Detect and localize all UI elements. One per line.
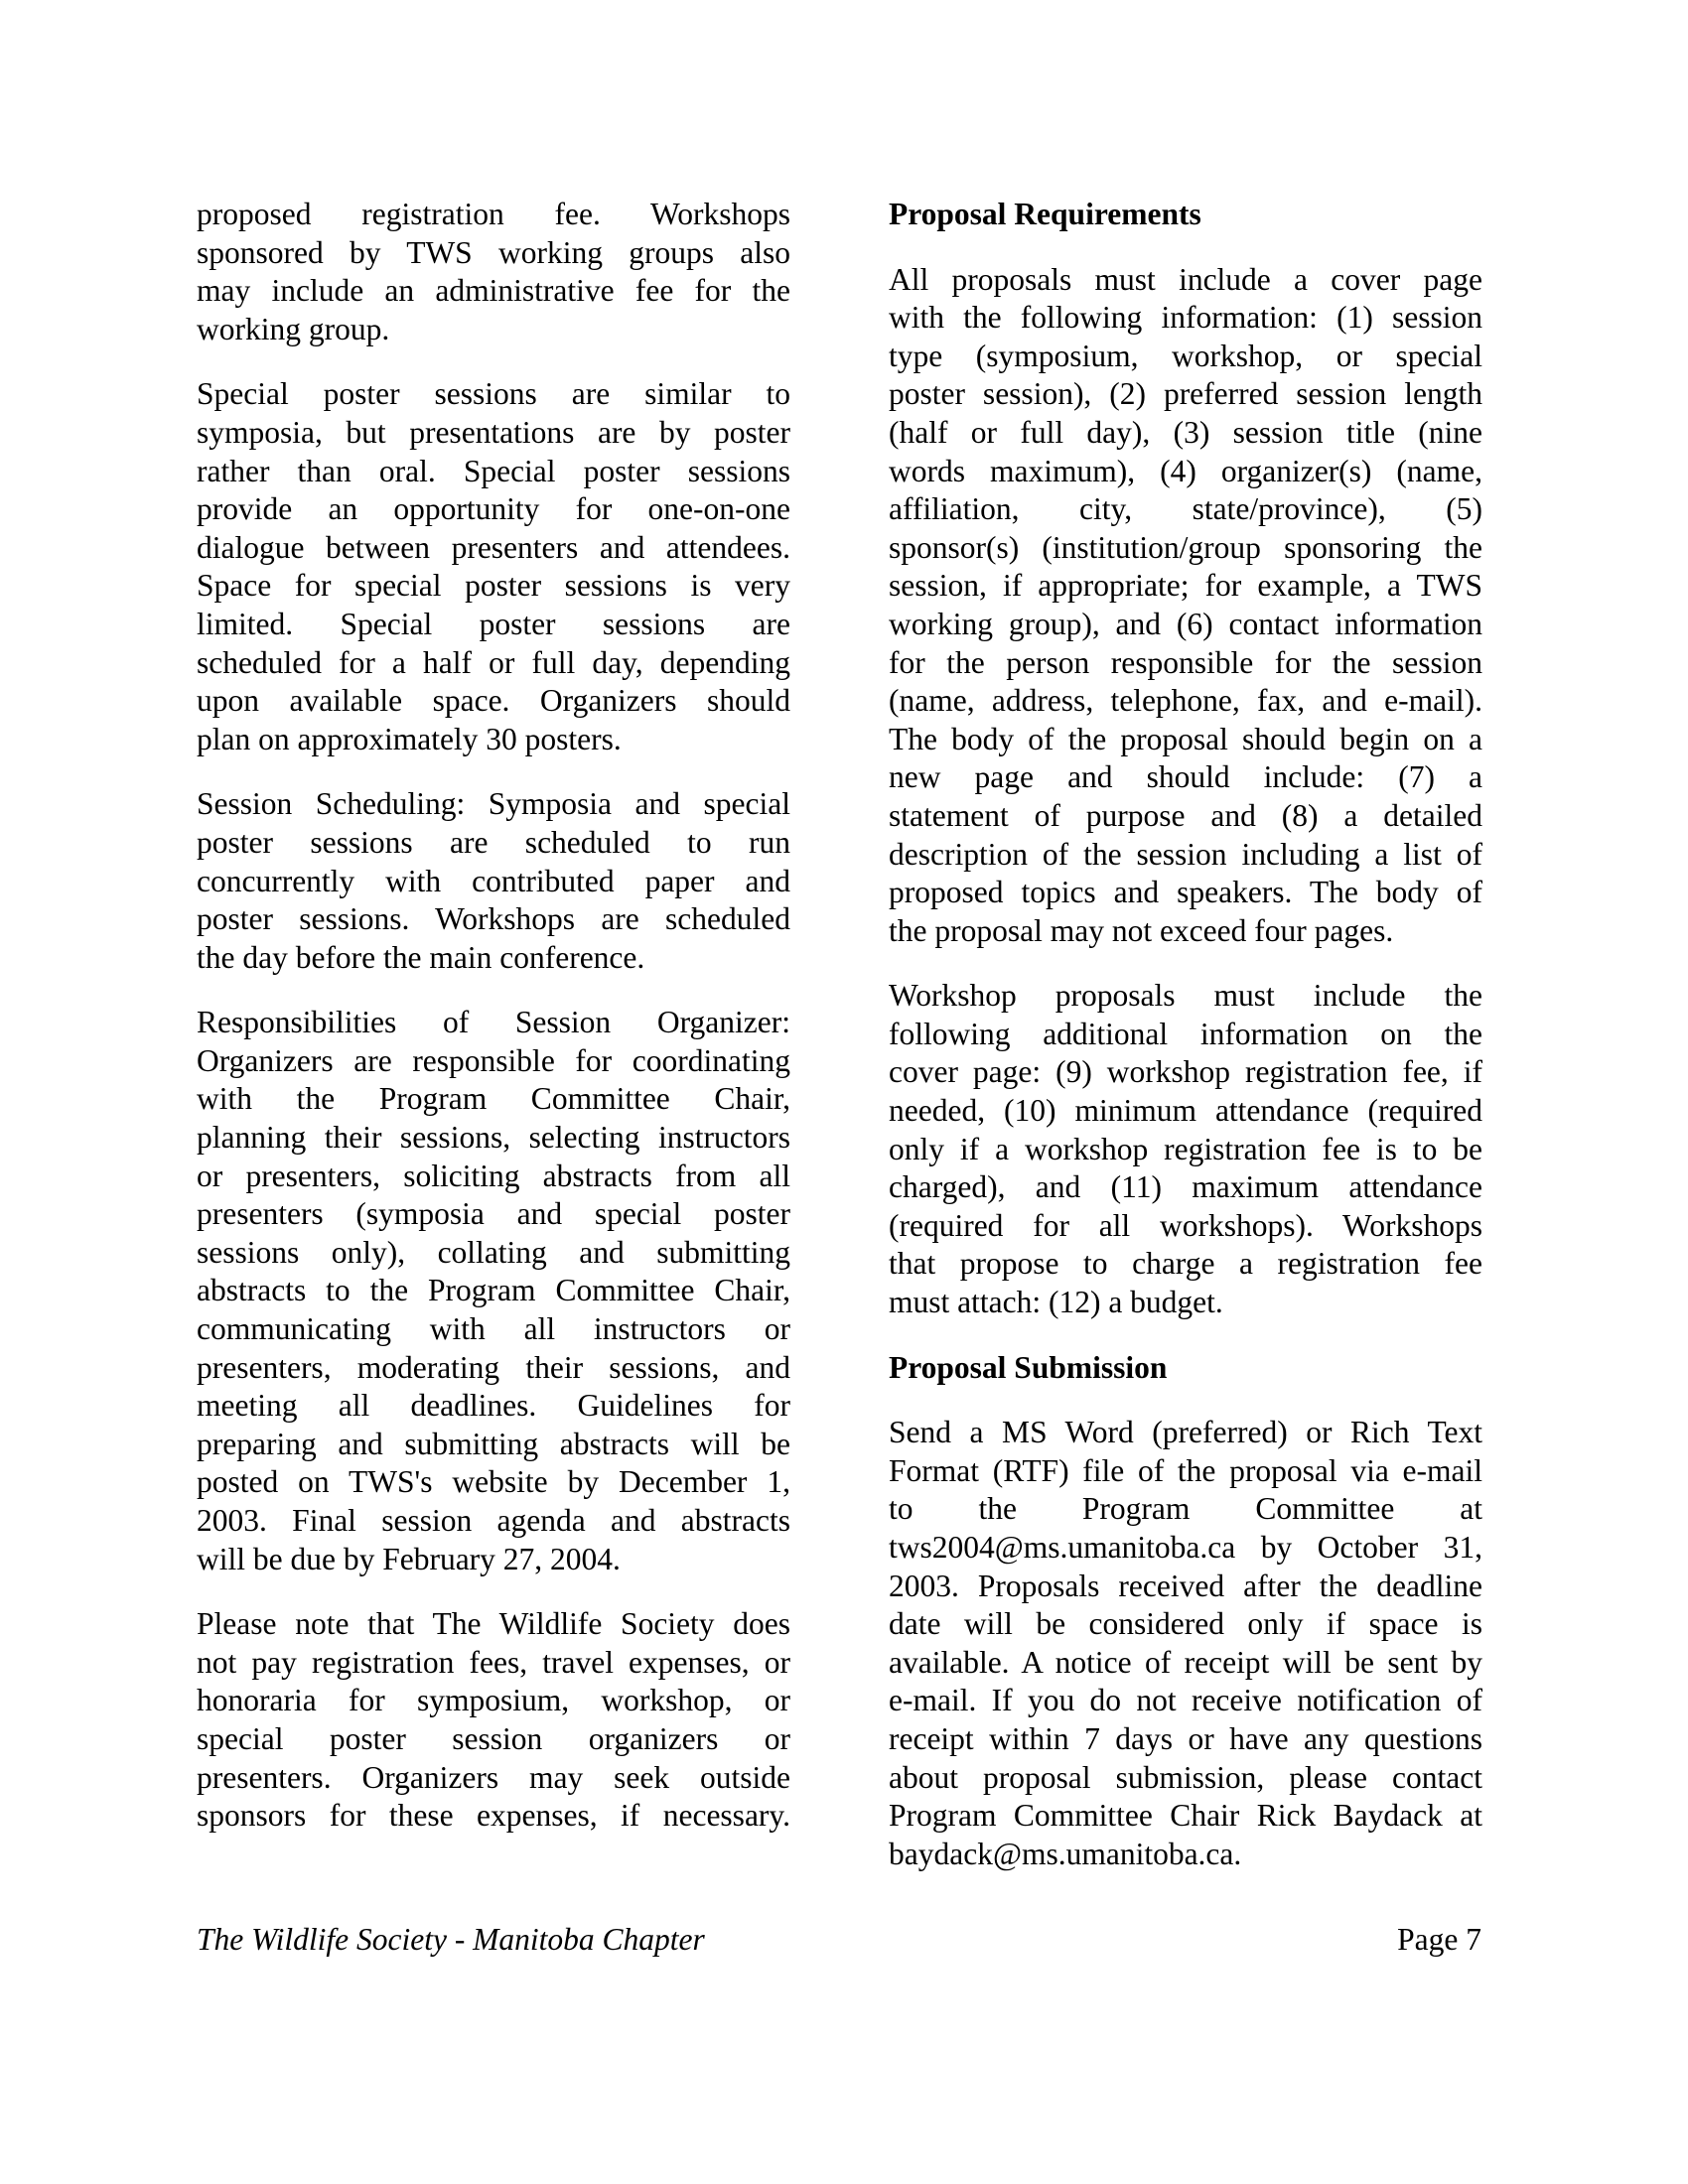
text-line: Please note that The Wildlife Society does — [197, 1606, 790, 1642]
text-line: words maximum), (4) organizer(s) (name, — [889, 453, 1482, 488]
text-line: The body of the proposal should begin on a — [889, 721, 1482, 756]
text-line: (half or full day), (3) session title (nine — [889, 414, 1482, 450]
text-line: about proposal submission, please contact — [889, 1759, 1482, 1795]
text-line: the proposal may not exceed four pages. — [889, 912, 1394, 948]
text-line: only if a workshop registration fee is to be — [889, 1131, 1482, 1166]
text-line: session, if appropriate; for example, a TWS — [889, 568, 1482, 604]
text-line: poster sessions are scheduled to run — [197, 824, 790, 860]
text-line: statement of purpose and (8) a detailed — [889, 797, 1482, 833]
text-line: scheduled for a half or full day, depending — [197, 644, 790, 680]
text-line: working group), and (6) contact information — [889, 606, 1482, 641]
text-line: honoraria for symposium, workshop, or — [197, 1683, 790, 1718]
paragraph-cover-page-requirements — [889, 261, 1482, 951]
text-line: special poster session organizers or — [197, 1720, 790, 1756]
paragraph-organizer-responsibilities — [197, 1004, 790, 1578]
text-line: Send a MS Word (preferred) or Rich Text — [889, 1415, 1482, 1450]
text-line: proposed registration fee. Workshops — [197, 197, 790, 231]
text-line: date will be considered only if space is — [889, 1606, 1482, 1642]
text-line: sponsors for these expenses, if necessary. — [197, 1798, 790, 1834]
text-line: presenters (symposia and special poster — [197, 1196, 790, 1232]
email-line-baydack: baydack@ms.umanitoba.ca. — [889, 1836, 1242, 1871]
text-line: Session Scheduling: Symposia and special — [197, 786, 790, 822]
paragraph-fees-note — [197, 1605, 790, 1836]
text-line: meeting all deadlines. Guidelines for — [197, 1388, 790, 1424]
text-line: Workshop proposals must include the — [889, 978, 1482, 1014]
text-line: planning their sessions, selecting instructors — [197, 1120, 790, 1156]
paragraph-workshop-requirements — [889, 977, 1482, 1321]
text-line: description of the session including a list of — [889, 836, 1482, 872]
paragraph-special-poster-sessions — [197, 375, 790, 758]
text-line: upon available space. Organizers should — [197, 683, 790, 719]
text-line: poster sessions. Workshops are scheduled — [197, 901, 790, 937]
text-line: with the following information: (1) session — [889, 300, 1482, 336]
text-line: concurrently with contributed paper and — [197, 863, 790, 898]
right-column — [889, 196, 1482, 1900]
text-line: 2003. Proposals received after the deadline — [889, 1568, 1482, 1603]
text-line: communicating with all instructors or — [197, 1311, 790, 1347]
text-line: e-mail. If you do not receive notification of — [889, 1683, 1482, 1718]
text-line: sponsor(s) (institution/group sponsoring the — [889, 529, 1482, 565]
text-line: receipt within 7 days or have any questions — [889, 1720, 1482, 1756]
text-line: sponsored by TWS working groups also — [197, 234, 790, 270]
text-line: or presenters, soliciting abstracts from all — [197, 1158, 790, 1193]
left-column — [197, 196, 790, 1862]
text-line: dialogue between presenters and attendees. — [197, 529, 790, 565]
text-line: available. A notice of receipt will be sent by — [889, 1644, 1482, 1680]
text-line: (required for all workshops). Workshops — [889, 1207, 1482, 1243]
heading-proposal-submission: Proposal Submission — [889, 1349, 1168, 1385]
paragraph-workshop-fee-continuation — [197, 196, 790, 348]
text-line: for the person responsible for the session — [889, 644, 1482, 680]
text-line: working group. — [197, 311, 390, 346]
text-line: will be due by February 27, 2004. — [197, 1541, 621, 1576]
paragraph-submission-instructions — [889, 1414, 1482, 1873]
text-line: 2003. Final session agenda and abstracts — [197, 1503, 790, 1538]
text-line: presenters. Organizers may seek outside — [197, 1759, 790, 1795]
text-line: Space for special poster sessions is very — [197, 568, 790, 604]
text-line: type (symposium, workshop, or special — [889, 338, 1482, 373]
text-line: provide an opportunity for one-on-one — [197, 491, 790, 527]
text-line: rather than oral. Special poster sessions — [197, 453, 790, 488]
text-line: poster session), (2) preferred session length — [889, 376, 1482, 412]
text-line: new page and should include: (7) a — [889, 759, 1482, 795]
text-line: with the Program Committee Chair, — [197, 1081, 790, 1117]
text-line: presenters, moderating their sessions, and — [197, 1349, 790, 1385]
text-line: posted on TWS's website by December 1, — [197, 1464, 790, 1500]
text-line: affiliation, city, state/province), (5) — [889, 491, 1482, 527]
text-line: the day before the main conference. — [197, 939, 645, 975]
text-line: Organizers are responsible for coordinating — [197, 1042, 790, 1078]
text-line: following additional information on the — [889, 1016, 1482, 1051]
text-line: must attach: (12) a budget. — [889, 1285, 1223, 1320]
text-line: (name, address, telephone, fax, and e-mail). — [889, 683, 1482, 719]
text-line: All proposals must include a cover page — [889, 261, 1482, 297]
text-line: needed, (10) minimum attendance (required — [889, 1093, 1482, 1129]
text-line: Format (RTF) file of the proposal via e-mail — [889, 1452, 1482, 1488]
text-line: abstracts to the Program Committee Chair, — [197, 1273, 790, 1308]
text-line: may include an administrative fee for the — [197, 273, 790, 309]
text-line: plan on approximately 30 posters. — [197, 721, 622, 756]
text-line: limited. Special poster sessions are — [197, 606, 790, 641]
text-line: cover page: (9) workshop registration fee, if — [889, 1054, 1482, 1090]
text-line: charged), and (11) maximum attendance — [889, 1169, 1482, 1205]
text-line: Special poster sessions are similar to — [197, 376, 790, 412]
text-line: symposia, but presentations are by poster — [197, 414, 790, 450]
text-line: proposed topics and speakers. The body of — [889, 875, 1482, 910]
heading-proposal-requirements: Proposal Requirements — [889, 197, 1201, 231]
text-line: Responsibilities of Session Organizer: — [197, 1005, 790, 1040]
text-line: that propose to charge a registration fee — [889, 1246, 1482, 1282]
text-line: preparing and submitting abstracts will be — [197, 1426, 790, 1461]
text-line: sessions only), collating and submitting — [197, 1234, 790, 1270]
text-line: to the Program Committee at — [889, 1491, 1482, 1527]
paragraph-session-scheduling — [197, 785, 790, 977]
text-line: Program Committee Chair Rick Baydack at — [889, 1798, 1482, 1834]
text-line: not pay registration fees, travel expenses, or — [197, 1644, 790, 1680]
email-line-tws2004: tws2004@ms.umanitoba.ca by October 31, — [889, 1530, 1482, 1565]
footer-publication-name: The Wildlife Society - Manitoba Chapter — [197, 1922, 705, 1957]
footer-page-number: Page 7 — [1397, 1922, 1481, 1957]
